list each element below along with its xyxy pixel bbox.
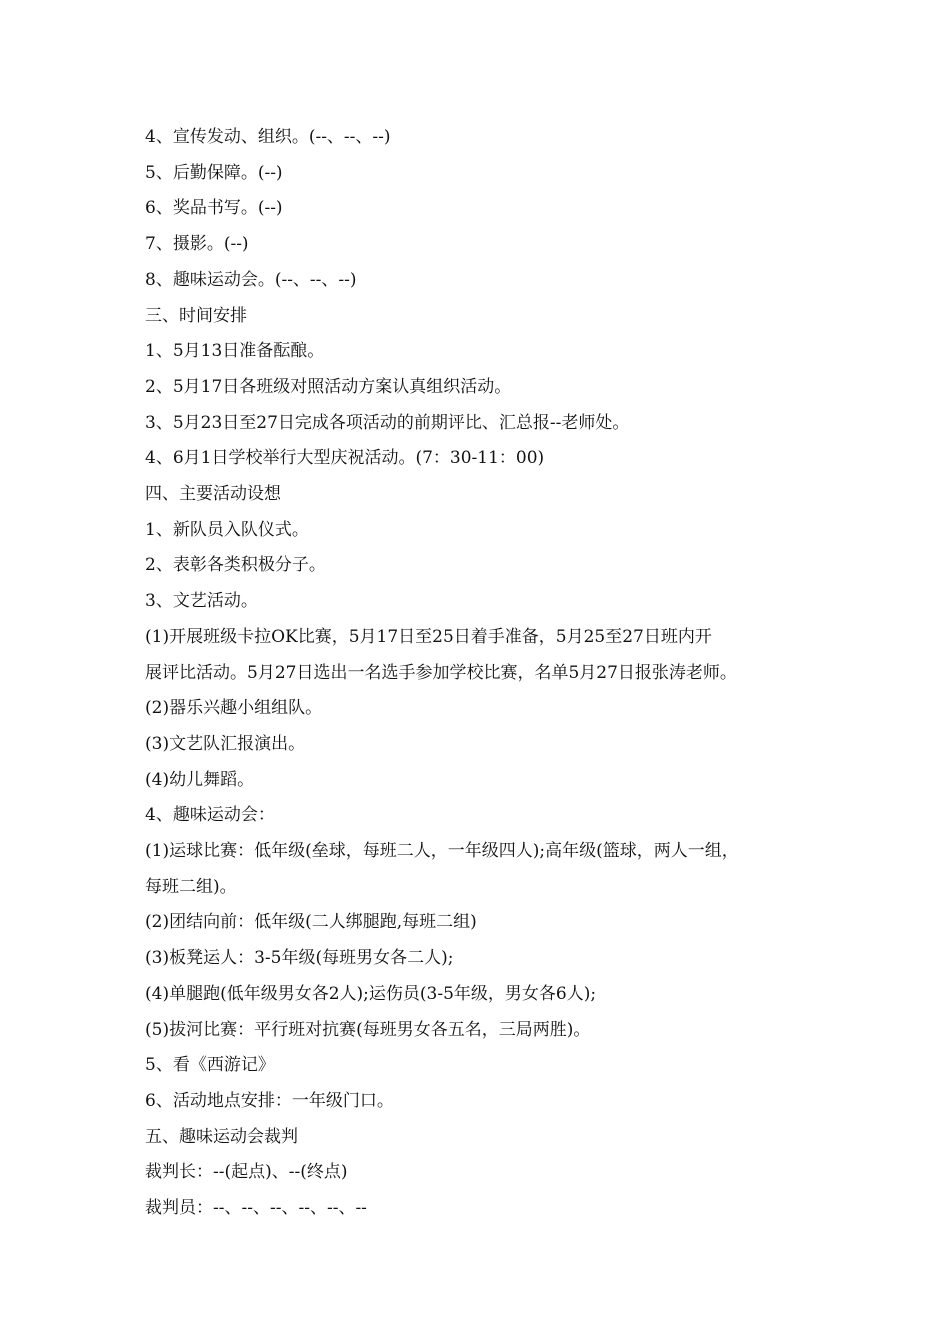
paragraph-line: (1)运球比赛：低年级(垒球，每班二人，一年级四人);高年级(篮球，两人一组， — [145, 841, 739, 862]
list-item: 6、活动地点安排：一年级门口。 — [145, 1090, 394, 1111]
list-item: (4)单腿跑(低年级男女各2人);运伤员(3-5年级，男女各6人); — [145, 983, 597, 1004]
list-item: 1、5月13日准备酝酿。 — [145, 341, 325, 362]
list-item: (5)拔河比赛：平行班对抗赛(每班男女各五名，三局两胜)。 — [145, 1019, 591, 1040]
document-body — [145, 120, 835, 1227]
list-item: (4)幼儿舞蹈。 — [145, 769, 255, 790]
list-item: 1、新队员入队仪式。 — [145, 519, 309, 540]
list-item: 4、6月1日学校举行大型庆祝活动。(7：30-11：00) — [145, 448, 545, 469]
list-item: 3、5月23日至27日完成各项活动的前期评比、汇总报--老师处。 — [145, 412, 630, 433]
paragraph-line: 展评比活动。5月27日选出一名选手参加学校比赛，名单5月27日报张涛老师。 — [145, 662, 737, 683]
list-item: 6、奖品书写。(--) — [145, 198, 283, 219]
list-item: (2)团结向前：低年级(二人绑腿跑,每班二组) — [145, 912, 477, 933]
section-heading: 三、时间安排 — [145, 305, 247, 326]
list-item: 裁判员：--、--、--、--、--、-- — [145, 1198, 367, 1219]
list-item: (2)器乐兴趣小组组队。 — [145, 698, 323, 719]
list-item: 2、5月17日各班级对照活动方案认真组织活动。 — [145, 376, 512, 397]
list-item: 4、宣传发动、组织。(--、--、--) — [145, 127, 391, 147]
list-item: 7、摄影。(--) — [145, 234, 249, 255]
list-item: 5、看《西游记》 — [145, 1055, 275, 1076]
section-heading: 四、主要活动设想 — [145, 484, 281, 505]
list-item: 2、表彰各类积极分子。 — [145, 555, 326, 576]
list-item: 8、趣味运动会。(--、--、--) — [145, 269, 357, 290]
list-item: 3、文艺活动。 — [145, 591, 258, 612]
paragraph-line: (1)开展班级卡拉OK比赛，5月17日至25日着手准备，5月25至27日班内开 — [145, 626, 712, 647]
list-item: 裁判长：--(起点)、--(终点) — [145, 1162, 348, 1183]
paragraph-line: 每班二组)。 — [145, 876, 237, 897]
list-item: (3)板凳运人：3-5年级(每班男女各二人); — [145, 948, 454, 969]
list-item: (3)文艺队汇报演出。 — [145, 733, 306, 754]
list-item: 4、趣味运动会： — [145, 805, 275, 826]
section-heading: 五、趣味运动会裁判 — [145, 1126, 298, 1147]
list-item: 5、后勤保障。(--) — [145, 162, 283, 183]
